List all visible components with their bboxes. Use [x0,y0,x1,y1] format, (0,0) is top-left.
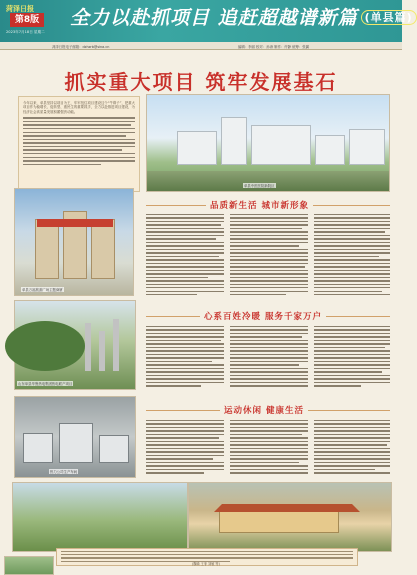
paper-name: 菏泽日报 [6,5,34,13]
section-title-2: 心系百姓冷暖 服务千家万户 [200,310,326,322]
meta-email: 菏泽日报电子邮箱：dzhzrb@sina.cn [52,45,110,49]
intro-body [23,117,135,165]
photo-caption: 山东单县华鲁热电集团热电联产项目 [18,382,73,386]
banner-headline-text: 全力以赴抓项目 追赶超越谱新篇 [70,7,358,29]
article-col-2c [314,326,390,387]
article-col-3b [230,420,308,474]
section-title-1: 品质新生活 城市新形象 [206,199,313,211]
photo-caption: 热力公司生产车间 [50,470,78,474]
article-col-1c [314,214,390,295]
article-col-3a [146,420,224,474]
photo-pavilion-hall [188,482,392,552]
article-col-1a [146,214,224,295]
photo-caption: 单县万福旅游广场主题商厦 [22,288,63,292]
section-title-3: 运动休闲 健康生活 [220,404,308,416]
photo-hospital-campus [146,94,390,192]
footer-credit: (魏瑜 王菲 刘敏 等) [192,562,220,566]
meta-bar [0,42,402,50]
intro-box [18,96,140,192]
photo-caption: 单县中医医院新院区 [244,184,275,188]
article-col-3c [314,420,390,474]
photo-power-plant [14,300,136,390]
article-col-2b [230,326,308,387]
article-col-1b [230,214,308,295]
photo-plaza-towers [14,188,134,296]
page-title: 抓实重大项目 筑牢发展基石 [64,70,338,94]
banner-headline [70,3,413,33]
date-line: 2023年7月18日 星期二 [6,30,45,34]
photo-sports-park [12,482,188,552]
article-col-2a [146,326,224,387]
edition-badge: 第8版 [10,13,44,27]
masthead-banner [0,0,413,42]
photo-corner [4,556,54,575]
intro-lead: 今年以来，单县坚持以项目为王，牢牢扭住项目建设这个“牛鼻子”，把重大项目作为稳增长、促转型、惠民生的重要抓手，全力以赴推进项目建设，为经济社会高质量发展积蓄强劲动能。 [23,101,136,114]
region-tag: (单县篇) [361,10,417,25]
photo-factory-workshop [14,396,136,478]
meta-credits: 编辑：李丽 校对：孙涛 制作：许静 统筹：张翼 [238,45,310,49]
